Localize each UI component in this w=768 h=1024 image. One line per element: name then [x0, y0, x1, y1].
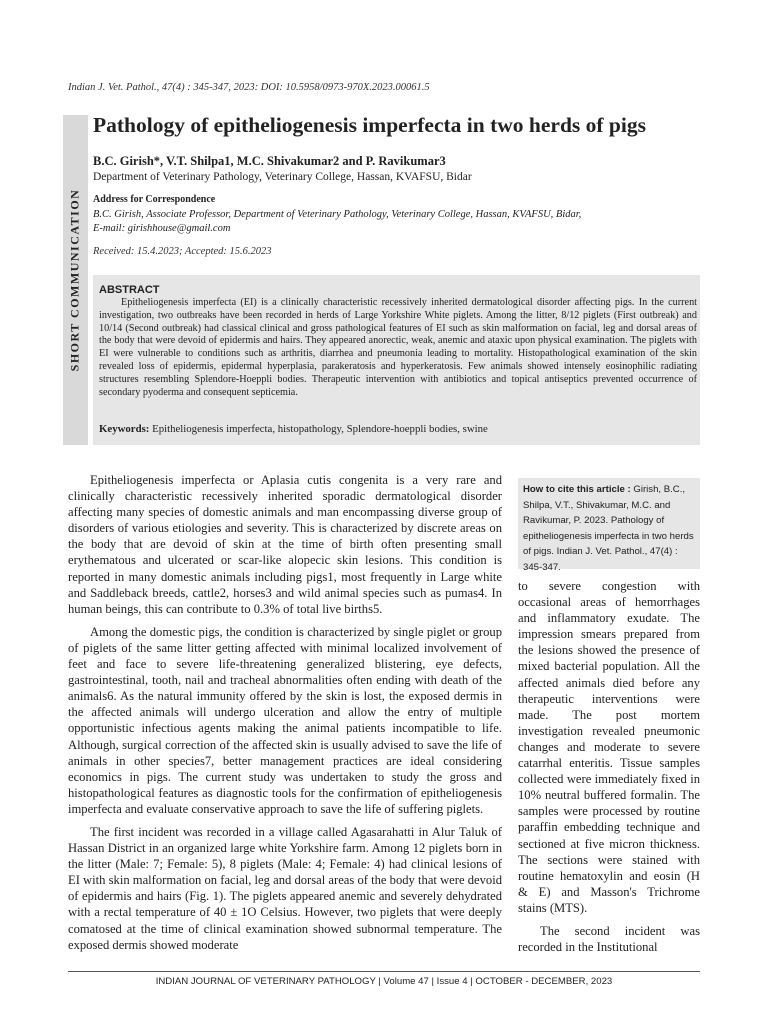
abstract-text: Epitheliogenesis imperfecta (EI) is a clinically characteristic recessively inherited dermatological disorder affecting pigs. In the current investigation, two outbreaks have been recorded in herds of Large Yorkshire White piglets. Among the litter, 8/12 piglets (First outbreak) and 10/14 (Second outbreak) had classical clinical and gross pathological features of EI such as skin malformation on facial, leg and dorsal areas of the body that were devoid of epidermis and hairs. They appeared anorectic, weak, anemic and ataxic upon physical examination. The piglets with EI were vulnerable to conditions such as arthritis, diarrhea and pneumonia leading to mortality. Histopathological examination of the skin revealed loss of epidermis, epidermal hyperplasia, parakeratosis and hyperkeratosis. Few animals showed intensely eosinophilic radiating structures resembling Splendore-Hoeppli bodies. Therapeutic intervention with antibiotics and topical antiseptics prevented occurrence of secondary pyoderma and consequent septicemia. — [99, 297, 697, 398]
body-left-column — [68, 472, 502, 960]
correspondence-line: B.C. Girish, Associate Professor, Department of Veterinary Pathology, Veterinary College, Hassan, KVAFSU, Bidar, — [93, 209, 582, 220]
section-label: SHORT COMMUNICATION — [67, 188, 82, 372]
keywords-text: Epitheliogenesis imperfecta, histopathology, Splendore-hoeppli bodies, swine — [152, 423, 488, 435]
correspondence-label: Address for Correspondence — [93, 194, 216, 205]
keywords-line — [99, 423, 488, 435]
how-to-cite-reference: Girish, B.C., Shilpa, V.T., Shivakumar, M.C. and Ravikumar, P. 2023. Pathology of epitheliogenesis imperfecta in two herds of pigs. Indian J. Vet. Pathol., 47(4) : 345-347. — [523, 484, 694, 573]
correspondence-email: E-mail: girishhouse@gmail.com — [93, 223, 231, 234]
footer-rule — [68, 971, 700, 972]
abstract-body — [99, 297, 697, 399]
author-affiliation: Department of Veterinary Pathology, Veterinary College, Hassan, KVAFSU, Bidar — [93, 171, 472, 183]
keywords-label: Keywords: — [99, 423, 150, 435]
page-footer: INDIAN JOURNAL OF VETERINARY PATHOLOGY | Volume 47 | Issue 4 | OCTOBER - DECEMBER, 2023 — [155, 976, 613, 987]
abstract-heading: ABSTRACT — [99, 284, 160, 296]
body-paragraph: The second incident was recorded in the Institutional — [518, 923, 700, 955]
body-paragraph: Epitheliogenesis imperfecta or Aplasia cutis congenita is a very rare and clinically characteristic recessively inherited sporadic dermatological disorder affecting many species of domestic animals and man encompassing diverse group of disorders of various etiologies and severity. This is characterized by discrete areas on the body that are devoid of skin at the time of birth often presenting small erythematous and ulcerated or scar-like alopecic skin lesions. This condition is reported in many domestic animals including pigs1, most frequently in Large white and Saddleback breeds, cattle2, horses3 and wild animal species such as pumas4. In human beings, this can contribute to 0.3% of total live births5. — [68, 473, 502, 616]
article-title: Pathology of epitheliogenesis imperfecta in two herds of pigs — [93, 113, 646, 137]
journal-citation: Indian J. Vet. Pathol., 47(4) : 345-347, 2023: DOI: 10.5958/0973-970X.2023.00061.5 — [68, 82, 430, 93]
body-paragraph: to severe congestion with occasional areas of hemorrhages and inflammatory exudate. The impression smears prepared from the lesions showed the presence of mixed bacterial population. All the affected animals died before any therapeutic interventions were made. The post mortem investigation revealed pneumonic changes and moderate to severe catarrhal enteritis. Tissue samples collected were immediately fixed in 10% neutral buffered formalin. The samples were processed by routine paraffin embedding technique and sectioned at five micron thickness. The sections were stained with routine hematoxylin and eosin (H & E) and Masson's Trichrome stains (MTS). — [518, 579, 700, 915]
how-to-cite-text — [523, 482, 697, 576]
author-list: B.C. Girish*, V.T. Shilpa1, M.C. Shivakumar2 and P. Ravikumar3 — [93, 154, 446, 168]
body-paragraph: Among the domestic pigs, the condition is characterized by single piglet or group of piglets of the same litter getting affected with minimal localized involvement of feet and face to severe life-threatening generalized blistering, eye defects, gastrointestinal, tooth, nail and tracheal abnormalities often ending with death of the animals6. As the natural immunity offered by the skin is lost, the exposed dermis in the affected animals will undergo ulceration and allow the entry of multiple opportunistic infectious agents making the animal patients incompatible to life. Although, surgical correction of the affected skin is usually advised to save the life of animals in other species7, better management practices are ideal considering economics in pigs. The current study was undertaken to study the gross and histopathological features as diagnostic tools for the confirmation of epitheliogenesis imperfecta and evaluate conservative approach to save the life of suffering piglets. — [68, 624, 502, 816]
received-accepted-dates: Received: 15.4.2023; Accepted: 15.6.2023 — [93, 246, 272, 257]
correspondence-address — [93, 208, 653, 236]
body-right-column — [518, 578, 700, 962]
body-paragraph: The first incident was recorded in a village called Agasarahatti in Alur Taluk of Hassan District in an organized large white Yorkshire farm. Among 12 piglets born in the litter (Male: 7; Female: 5), 8 piglets (Male: 4; Female: 4) had clinical lesions of EI with skin malformation on facial, leg and dorsal areas of the body that were devoid of epidermis and hairs (Fig. 1). The piglets appeared anemic and severely dehydrated with a rectal temperature of 40 ± 1O Celsius. However, two piglets that were deeply comatosed at the time of clinical examination showed subnormal temperature. The exposed dermis showed moderate — [68, 824, 502, 952]
how-to-cite-label: How to cite this article : — [523, 484, 631, 495]
